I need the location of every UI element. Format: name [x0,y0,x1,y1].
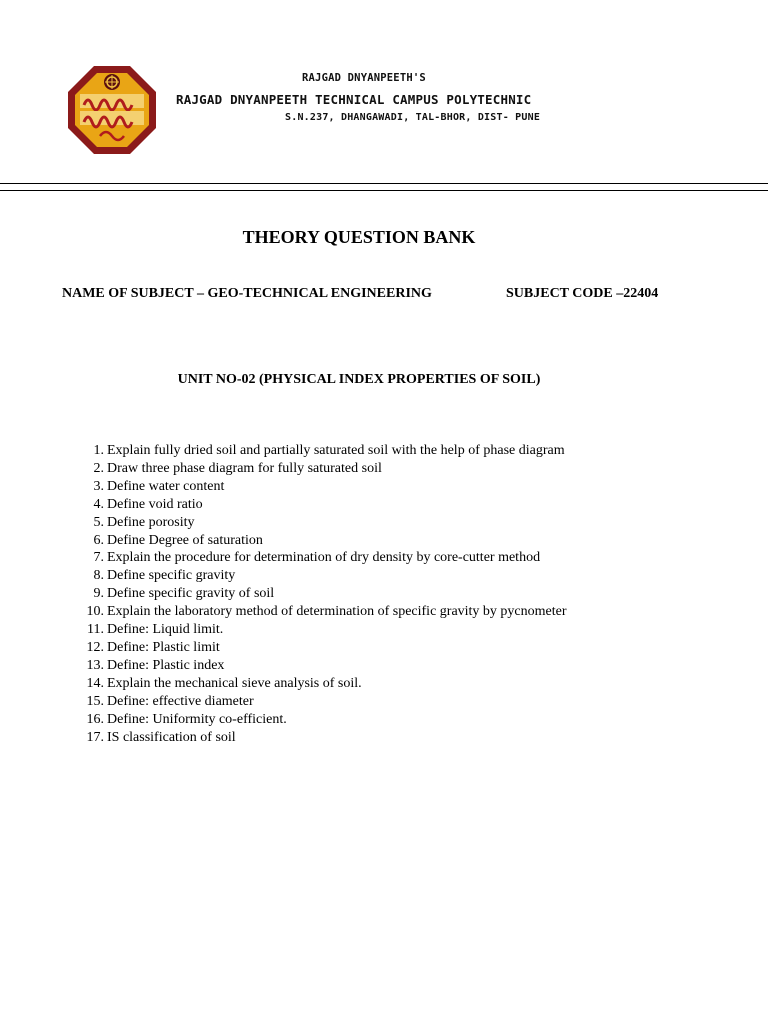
question-item [70,532,567,550]
question-number: 9. [93,586,104,602]
question-text: Explain the laboratory method of determination of specific gravity by pycnometer [107,604,567,620]
question-number: 2. [93,460,104,476]
question-text: Define water content [107,478,225,494]
institute-address: S.N.237, DHANGAWADI, TAL-BHOR, DIST- PUNE [285,112,541,123]
question-text: Explain fully dried soil and partially saturated soil with the help of phase diagram [107,443,565,458]
question-item [70,693,567,711]
question-item [70,657,567,675]
question-number: 7. [93,550,104,566]
subject-code: SUBJECT CODE –22404 [506,286,659,301]
question-number: 17. [86,729,104,745]
institute-name: RAJGAD DNYANPEETH TECHNICAL CAMPUS POLYTECHNIC [176,92,532,107]
question-number: 11. [87,622,104,638]
question-text: Define specific gravity [107,568,236,584]
question-text: Draw three phase diagram for fully saturated soil [107,460,382,476]
question-item [70,442,567,460]
unit-heading: UNIT NO-02 (PHYSICAL INDEX PROPERTIES OF SOIL) [177,372,541,387]
question-text: Define: effective diameter [107,693,254,709]
question-number: 14. [86,675,104,691]
question-text: Explain the procedure for determination of dry density by core-cutter method [107,550,541,566]
question-number: 3. [93,478,104,494]
question-text: Define specific gravity of soil [107,586,275,602]
question-item [70,549,567,567]
question-item [70,567,567,585]
question-number: 5. [93,514,104,530]
question-item [70,460,567,478]
question-text: IS classification of soil [107,729,236,745]
question-item [70,639,567,657]
question-number: 1. [93,443,104,458]
question-list [70,442,567,746]
question-number: 4. [93,496,104,512]
question-item [70,496,567,514]
question-number: 16. [86,711,104,727]
question-item [70,603,567,621]
trust-name: RAJGAD DNYANPEETH'S [302,72,426,84]
question-text: Define: Plastic index [107,657,225,673]
question-item [70,621,567,639]
question-item [70,711,567,729]
question-item [70,514,567,532]
question-number: 12. [86,639,104,655]
question-text: Define: Liquid limit. [107,622,224,638]
subject-name: NAME OF SUBJECT – GEO-TECHNICAL ENGINEERING [62,286,432,301]
institution-seal-icon [66,64,158,156]
header-divider-top [0,183,768,184]
question-text: Define Degree of saturation [107,532,263,548]
question-number: 15. [86,693,104,709]
question-text: Define void ratio [107,496,203,512]
header-divider-bottom [0,190,768,191]
question-item [70,675,567,693]
question-item [70,585,567,603]
question-item [70,478,567,496]
question-text: Define: Plastic limit [107,639,220,655]
institution-seal-logo [66,64,158,156]
question-text: Define porosity [107,514,195,530]
document-title: THEORY QUESTION BANK [242,227,476,247]
question-number: 6. [93,532,104,548]
question-number: 13. [86,657,104,673]
question-item [70,729,567,747]
question-text: Define: Uniformity co-efficient. [107,711,287,727]
question-text: Explain the mechanical sieve analysis of soil. [107,675,362,691]
question-number: 10. [86,604,104,620]
question-number: 8. [93,568,104,584]
